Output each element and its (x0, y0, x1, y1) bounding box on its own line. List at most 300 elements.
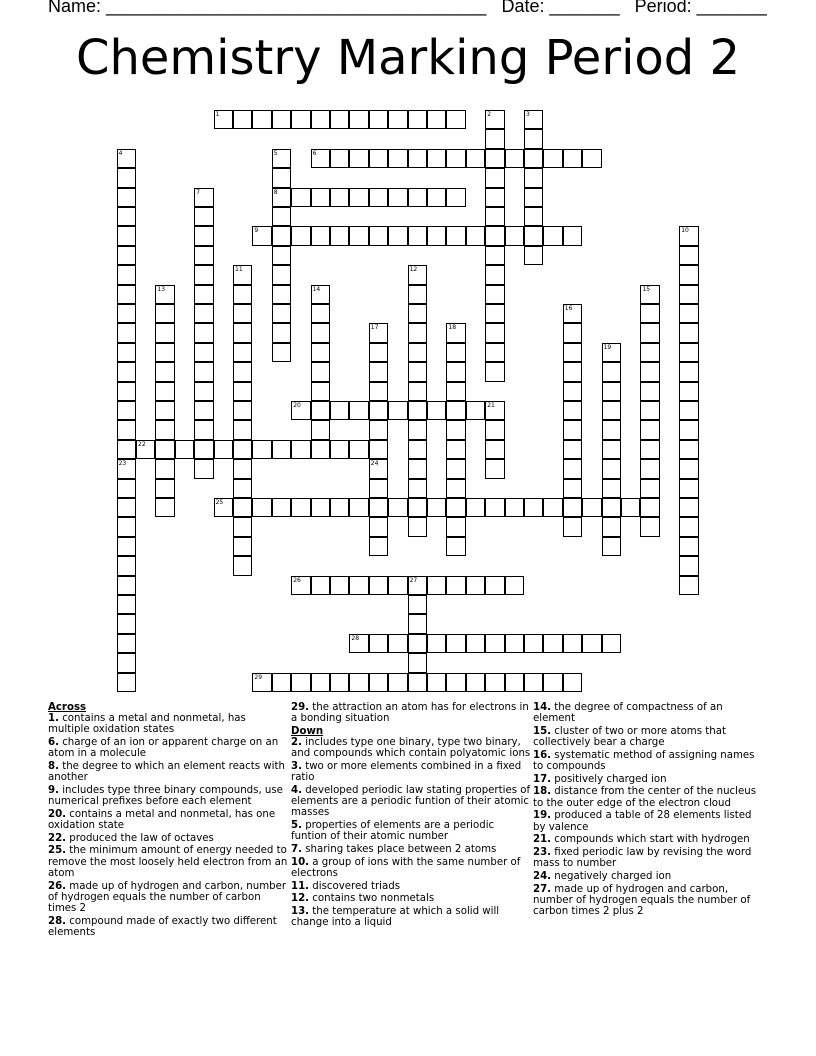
crossword-cell[interactable] (524, 188, 543, 207)
crossword-cell[interactable] (446, 401, 465, 420)
crossword-cell[interactable] (117, 343, 136, 362)
crossword-cell[interactable] (621, 498, 640, 517)
crossword-cell[interactable] (466, 673, 485, 692)
crossword-cell[interactable] (214, 498, 233, 517)
crossword-cell[interactable] (369, 226, 388, 245)
crossword-cell[interactable] (640, 382, 659, 401)
crossword-cell[interactable] (252, 498, 271, 517)
crossword-cell[interactable] (155, 401, 174, 420)
crossword-cell[interactable] (369, 440, 388, 459)
crossword-cell[interactable] (446, 498, 465, 517)
crossword-cell[interactable] (117, 440, 136, 459)
crossword-cell[interactable] (117, 537, 136, 556)
crossword-cell[interactable] (155, 285, 174, 304)
crossword-cell[interactable] (524, 110, 543, 129)
crossword-cell[interactable] (505, 576, 524, 595)
crossword-cell[interactable] (408, 459, 427, 478)
crossword-cell[interactable] (155, 382, 174, 401)
crossword-cell[interactable] (524, 207, 543, 226)
crossword-cell[interactable] (233, 459, 252, 478)
crossword-cell[interactable] (311, 498, 330, 517)
crossword-cell[interactable] (408, 498, 427, 517)
crossword-cell[interactable] (446, 479, 465, 498)
crossword-cell[interactable] (194, 265, 213, 284)
crossword-cell[interactable] (466, 226, 485, 245)
crossword-cell[interactable] (311, 285, 330, 304)
crossword-cell[interactable] (408, 323, 427, 342)
crossword-cell[interactable] (155, 440, 174, 459)
crossword-cell[interactable] (117, 188, 136, 207)
crossword-cell[interactable] (524, 226, 543, 245)
crossword-cell[interactable] (563, 673, 582, 692)
crossword-cell[interactable] (252, 440, 271, 459)
crossword-cell[interactable] (311, 343, 330, 362)
crossword-cell[interactable] (640, 323, 659, 342)
crossword-cell[interactable] (602, 382, 621, 401)
crossword-cell[interactable] (408, 149, 427, 168)
crossword-cell[interactable] (117, 634, 136, 653)
crossword-cell[interactable] (369, 634, 388, 653)
crossword-cell[interactable] (349, 110, 368, 129)
crossword-cell[interactable] (640, 440, 659, 459)
crossword-cell[interactable] (446, 634, 465, 653)
crossword-cell[interactable] (233, 498, 252, 517)
crossword-cell[interactable] (408, 343, 427, 362)
crossword-cell[interactable] (272, 673, 291, 692)
crossword-cell[interactable] (233, 556, 252, 575)
crossword-cell[interactable] (582, 634, 601, 653)
crossword-cell[interactable] (582, 498, 601, 517)
crossword-cell[interactable] (524, 498, 543, 517)
crossword-cell[interactable] (388, 226, 407, 245)
crossword-cell[interactable] (291, 673, 310, 692)
crossword-cell[interactable] (233, 401, 252, 420)
crossword-cell[interactable] (388, 110, 407, 129)
crossword-cell[interactable] (640, 479, 659, 498)
crossword-cell[interactable] (252, 110, 271, 129)
crossword-cell[interactable] (272, 323, 291, 342)
crossword-cell[interactable] (349, 401, 368, 420)
crossword-cell[interactable] (485, 343, 504, 362)
crossword-cell[interactable] (136, 440, 155, 459)
crossword-cell[interactable] (117, 459, 136, 478)
crossword-cell[interactable] (679, 498, 698, 517)
crossword-cell[interactable] (563, 304, 582, 323)
crossword-cell[interactable] (349, 188, 368, 207)
crossword-cell[interactable] (194, 401, 213, 420)
crossword-cell[interactable] (427, 188, 446, 207)
crossword-cell[interactable] (485, 246, 504, 265)
crossword-cell[interactable] (485, 149, 504, 168)
crossword-cell[interactable] (408, 634, 427, 653)
crossword-cell[interactable] (602, 343, 621, 362)
crossword-cell[interactable] (563, 634, 582, 653)
crossword-cell[interactable] (602, 440, 621, 459)
crossword-cell[interactable] (272, 265, 291, 284)
crossword-cell[interactable] (524, 246, 543, 265)
crossword-cell[interactable] (505, 226, 524, 245)
crossword-cell[interactable] (446, 382, 465, 401)
crossword-cell[interactable] (311, 440, 330, 459)
crossword-cell[interactable] (679, 459, 698, 478)
crossword-cell[interactable] (369, 479, 388, 498)
crossword-cell[interactable] (485, 498, 504, 517)
crossword-cell[interactable] (679, 420, 698, 439)
crossword-cell[interactable] (640, 304, 659, 323)
crossword-cell[interactable] (233, 285, 252, 304)
crossword-cell[interactable] (563, 498, 582, 517)
crossword-cell[interactable] (349, 576, 368, 595)
crossword-cell[interactable] (640, 401, 659, 420)
crossword-cell[interactable] (485, 304, 504, 323)
crossword-cell[interactable] (330, 188, 349, 207)
crossword-cell[interactable] (543, 226, 562, 245)
crossword-cell[interactable] (117, 382, 136, 401)
crossword-cell[interactable] (427, 634, 446, 653)
crossword-cell[interactable] (640, 420, 659, 439)
crossword-cell[interactable] (563, 479, 582, 498)
crossword-cell[interactable] (640, 459, 659, 478)
crossword-cell[interactable] (640, 517, 659, 536)
crossword-cell[interactable] (602, 634, 621, 653)
crossword-cell[interactable] (563, 323, 582, 342)
crossword-cell[interactable] (272, 226, 291, 245)
crossword-cell[interactable] (233, 362, 252, 381)
crossword-cell[interactable] (582, 149, 601, 168)
crossword-cell[interactable] (311, 323, 330, 342)
crossword-cell[interactable] (427, 576, 446, 595)
crossword-cell[interactable] (233, 537, 252, 556)
crossword-cell[interactable] (117, 149, 136, 168)
crossword-cell[interactable] (679, 226, 698, 245)
crossword-cell[interactable] (272, 168, 291, 187)
crossword-cell[interactable] (543, 149, 562, 168)
crossword-cell[interactable] (233, 479, 252, 498)
crossword-cell[interactable] (408, 304, 427, 323)
crossword-cell[interactable] (369, 110, 388, 129)
crossword-cell[interactable] (369, 188, 388, 207)
crossword-cell[interactable] (233, 517, 252, 536)
crossword-cell[interactable] (291, 401, 310, 420)
crossword-cell[interactable] (679, 576, 698, 595)
crossword-cell[interactable] (311, 226, 330, 245)
crossword-cell[interactable] (408, 420, 427, 439)
crossword-cell[interactable] (311, 188, 330, 207)
crossword-cell[interactable] (408, 517, 427, 536)
crossword-cell[interactable] (311, 382, 330, 401)
crossword-cell[interactable] (446, 420, 465, 439)
crossword-cell[interactable] (330, 149, 349, 168)
crossword-cell[interactable] (369, 382, 388, 401)
crossword-cell[interactable] (175, 440, 194, 459)
crossword-cell[interactable] (349, 634, 368, 653)
crossword-cell[interactable] (563, 440, 582, 459)
crossword-cell[interactable] (466, 498, 485, 517)
crossword-cell[interactable] (679, 246, 698, 265)
crossword-cell[interactable] (485, 440, 504, 459)
crossword-cell[interactable] (194, 459, 213, 478)
crossword-cell[interactable] (446, 362, 465, 381)
crossword-cell[interactable] (117, 653, 136, 672)
crossword-cell[interactable] (640, 362, 659, 381)
crossword-cell[interactable] (679, 304, 698, 323)
crossword-cell[interactable] (485, 673, 504, 692)
crossword-cell[interactable] (291, 226, 310, 245)
crossword-cell[interactable] (369, 401, 388, 420)
crossword-cell[interactable] (466, 401, 485, 420)
crossword-cell[interactable] (233, 110, 252, 129)
crossword-cell[interactable] (602, 537, 621, 556)
crossword-cell[interactable] (563, 401, 582, 420)
crossword-cell[interactable] (272, 304, 291, 323)
crossword-cell[interactable] (408, 265, 427, 284)
crossword-cell[interactable] (369, 459, 388, 478)
crossword-cell[interactable] (563, 517, 582, 536)
crossword-cell[interactable] (349, 226, 368, 245)
crossword-cell[interactable] (408, 285, 427, 304)
crossword-cell[interactable] (349, 149, 368, 168)
crossword-cell[interactable] (311, 576, 330, 595)
crossword-cell[interactable] (194, 440, 213, 459)
crossword-cell[interactable] (155, 420, 174, 439)
crossword-cell[interactable] (117, 207, 136, 226)
crossword-cell[interactable] (524, 168, 543, 187)
crossword-cell[interactable] (349, 440, 368, 459)
crossword-cell[interactable] (446, 110, 465, 129)
crossword-cell[interactable] (388, 188, 407, 207)
crossword-cell[interactable] (388, 673, 407, 692)
crossword-cell[interactable] (602, 498, 621, 517)
crossword-cell[interactable] (272, 110, 291, 129)
crossword-cell[interactable] (117, 614, 136, 633)
crossword-cell[interactable] (427, 673, 446, 692)
crossword-cell[interactable] (466, 576, 485, 595)
crossword-cell[interactable] (485, 110, 504, 129)
crossword-cell[interactable] (194, 246, 213, 265)
crossword-cell[interactable] (272, 343, 291, 362)
crossword-cell[interactable] (408, 382, 427, 401)
crossword-cell[interactable] (446, 517, 465, 536)
crossword-cell[interactable] (602, 420, 621, 439)
crossword-cell[interactable] (446, 323, 465, 342)
crossword-cell[interactable] (408, 226, 427, 245)
crossword-cell[interactable] (408, 110, 427, 129)
crossword-cell[interactable] (117, 576, 136, 595)
crossword-cell[interactable] (155, 343, 174, 362)
crossword-cell[interactable] (214, 110, 233, 129)
crossword-cell[interactable] (485, 459, 504, 478)
crossword-cell[interactable] (330, 673, 349, 692)
crossword-cell[interactable] (640, 343, 659, 362)
crossword-cell[interactable] (233, 304, 252, 323)
crossword-cell[interactable] (252, 673, 271, 692)
crossword-cell[interactable] (117, 479, 136, 498)
crossword-cell[interactable] (563, 420, 582, 439)
crossword-cell[interactable] (194, 226, 213, 245)
crossword-cell[interactable] (679, 479, 698, 498)
crossword-cell[interactable] (485, 226, 504, 245)
crossword-cell[interactable] (408, 576, 427, 595)
crossword-cell[interactable] (311, 304, 330, 323)
crossword-cell[interactable] (117, 323, 136, 342)
crossword-cell[interactable] (117, 420, 136, 439)
crossword-cell[interactable] (194, 304, 213, 323)
crossword-cell[interactable] (485, 362, 504, 381)
crossword-cell[interactable] (679, 285, 698, 304)
crossword-cell[interactable] (408, 362, 427, 381)
crossword-cell[interactable] (485, 285, 504, 304)
crossword-cell[interactable] (194, 362, 213, 381)
crossword-cell[interactable] (485, 576, 504, 595)
crossword-cell[interactable] (117, 673, 136, 692)
crossword-cell[interactable] (349, 498, 368, 517)
crossword-cell[interactable] (446, 576, 465, 595)
crossword-cell[interactable] (524, 129, 543, 148)
crossword-cell[interactable] (679, 265, 698, 284)
crossword-cell[interactable] (563, 362, 582, 381)
crossword-cell[interactable] (427, 226, 446, 245)
crossword-cell[interactable] (330, 576, 349, 595)
crossword-cell[interactable] (272, 246, 291, 265)
crossword-cell[interactable] (408, 479, 427, 498)
crossword-cell[interactable] (117, 304, 136, 323)
crossword-cell[interactable] (543, 634, 562, 653)
crossword-cell[interactable] (524, 673, 543, 692)
crossword-cell[interactable] (446, 226, 465, 245)
crossword-cell[interactable] (155, 459, 174, 478)
crossword-cell[interactable] (679, 517, 698, 536)
crossword-cell[interactable] (408, 440, 427, 459)
crossword-cell[interactable] (408, 653, 427, 672)
crossword-cell[interactable] (272, 440, 291, 459)
crossword-cell[interactable] (330, 498, 349, 517)
crossword-cell[interactable] (117, 556, 136, 575)
crossword-cell[interactable] (524, 634, 543, 653)
crossword-cell[interactable] (369, 323, 388, 342)
crossword-cell[interactable] (408, 614, 427, 633)
crossword-cell[interactable] (369, 149, 388, 168)
crossword-cell[interactable] (679, 382, 698, 401)
crossword-cell[interactable] (388, 498, 407, 517)
crossword-cell[interactable] (427, 149, 446, 168)
crossword-cell[interactable] (117, 401, 136, 420)
crossword-cell[interactable] (291, 110, 310, 129)
crossword-cell[interactable] (155, 362, 174, 381)
crossword-cell[interactable] (369, 576, 388, 595)
crossword-cell[interactable] (233, 343, 252, 362)
crossword-cell[interactable] (291, 188, 310, 207)
crossword-cell[interactable] (427, 110, 446, 129)
crossword-cell[interactable] (272, 285, 291, 304)
crossword-cell[interactable] (679, 556, 698, 575)
crossword-cell[interactable] (233, 265, 252, 284)
crossword-cell[interactable] (194, 420, 213, 439)
crossword-cell[interactable] (311, 110, 330, 129)
crossword-cell[interactable] (369, 537, 388, 556)
crossword-cell[interactable] (233, 420, 252, 439)
crossword-cell[interactable] (155, 323, 174, 342)
crossword-cell[interactable] (446, 188, 465, 207)
crossword-cell[interactable] (272, 149, 291, 168)
crossword-cell[interactable] (679, 537, 698, 556)
crossword-cell[interactable] (408, 188, 427, 207)
crossword-cell[interactable] (602, 479, 621, 498)
crossword-cell[interactable] (388, 149, 407, 168)
crossword-cell[interactable] (446, 459, 465, 478)
crossword-cell[interactable] (291, 498, 310, 517)
crossword-cell[interactable] (117, 285, 136, 304)
crossword-cell[interactable] (311, 362, 330, 381)
crossword-cell[interactable] (117, 517, 136, 536)
crossword-cell[interactable] (505, 498, 524, 517)
crossword-cell[interactable] (369, 343, 388, 362)
crossword-cell[interactable] (252, 226, 271, 245)
crossword-cell[interactable] (117, 362, 136, 381)
crossword-cell[interactable] (679, 362, 698, 381)
crossword-cell[interactable] (466, 634, 485, 653)
crossword-cell[interactable] (485, 420, 504, 439)
crossword-cell[interactable] (194, 207, 213, 226)
crossword-cell[interactable] (485, 168, 504, 187)
crossword-cell[interactable] (679, 323, 698, 342)
crossword-cell[interactable] (330, 440, 349, 459)
crossword-cell[interactable] (602, 401, 621, 420)
crossword-cell[interactable] (349, 673, 368, 692)
crossword-cell[interactable] (602, 459, 621, 478)
crossword-cell[interactable] (563, 226, 582, 245)
crossword-cell[interactable] (543, 673, 562, 692)
crossword-cell[interactable] (194, 188, 213, 207)
crossword-cell[interactable] (155, 498, 174, 517)
crossword-cell[interactable] (446, 149, 465, 168)
crossword-cell[interactable] (485, 207, 504, 226)
crossword-cell[interactable] (640, 498, 659, 517)
crossword-cell[interactable] (446, 343, 465, 362)
crossword-cell[interactable] (505, 634, 524, 653)
crossword-cell[interactable] (466, 149, 485, 168)
crossword-cell[interactable] (563, 343, 582, 362)
crossword-cell[interactable] (427, 401, 446, 420)
crossword-cell[interactable] (679, 440, 698, 459)
crossword-cell[interactable] (640, 285, 659, 304)
crossword-cell[interactable] (369, 498, 388, 517)
crossword-cell[interactable] (233, 382, 252, 401)
crossword-cell[interactable] (311, 673, 330, 692)
crossword-cell[interactable] (446, 440, 465, 459)
crossword-cell[interactable] (311, 149, 330, 168)
name-blank[interactable]: ______________________________________ (106, 0, 487, 16)
crossword-cell[interactable] (369, 673, 388, 692)
crossword-cell[interactable] (330, 226, 349, 245)
crossword-cell[interactable] (330, 110, 349, 129)
crossword-cell[interactable] (679, 401, 698, 420)
crossword-cell[interactable] (524, 149, 543, 168)
crossword-cell[interactable] (602, 517, 621, 536)
crossword-cell[interactable] (194, 343, 213, 362)
crossword-cell[interactable] (388, 401, 407, 420)
crossword-cell[interactable] (408, 673, 427, 692)
crossword-cell[interactable] (272, 207, 291, 226)
crossword-cell[interactable] (543, 498, 562, 517)
crossword-cell[interactable] (563, 382, 582, 401)
crossword-cell[interactable] (485, 265, 504, 284)
crossword-cell[interactable] (117, 168, 136, 187)
crossword-cell[interactable] (291, 440, 310, 459)
crossword-cell[interactable] (233, 440, 252, 459)
crossword-cell[interactable] (194, 285, 213, 304)
crossword-cell[interactable] (311, 420, 330, 439)
crossword-cell[interactable] (194, 382, 213, 401)
